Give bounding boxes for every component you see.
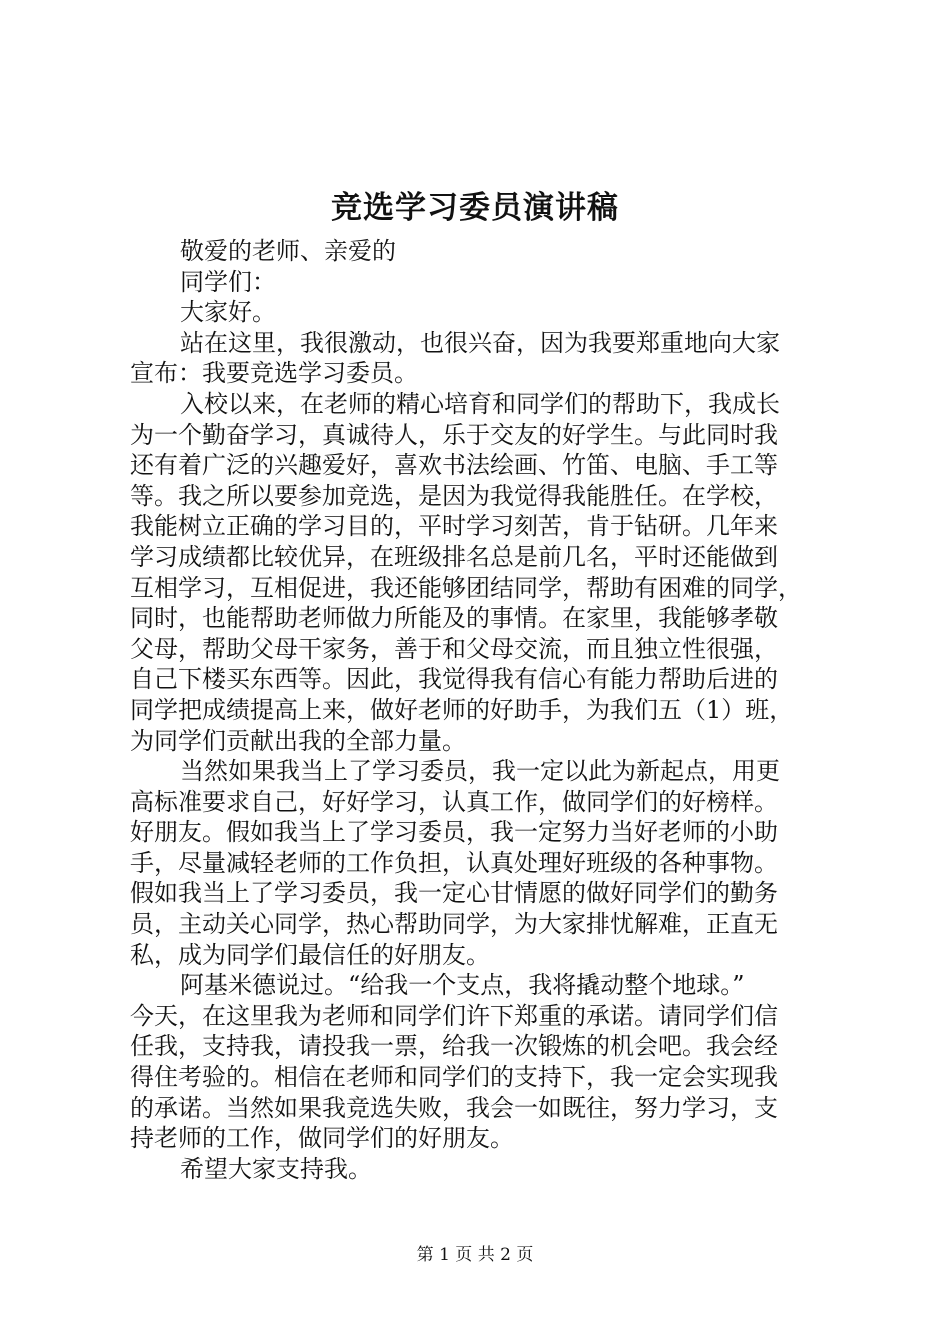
- text-line: 持老师的工作，做同学们的好朋友。: [130, 1124, 514, 1153]
- page-footer: 第 1 页 共 2 页: [416, 1245, 534, 1265]
- text-line: 的承诺。当然如果我竞选失败，我会一如既往，努力学习，支: [130, 1093, 778, 1122]
- text-line: 敬爱的老师、亲爱的: [180, 237, 396, 265]
- text-line: 当然如果我当上了学习委员，我一定以此为新起点，用更: [180, 757, 780, 786]
- text-line: 自己下楼买东西等。因此，我觉得我有信心有能力帮助后进的: [130, 665, 778, 694]
- text-line: 还有着广泛的兴趣爱好，喜欢书法绘画、竹笛、电脑、手工等: [130, 451, 778, 480]
- text-line: 站在这里，我很激动，也很兴奋，因为我要郑重地向大家: [180, 328, 780, 357]
- text-line: 同学把成绩提高上来，做好老师的好助手，为我们五（1）班，: [130, 695, 794, 724]
- text-line: 为一个勤奋学习，真诚待人，乐于交友的好学生。与此同时我: [130, 420, 778, 449]
- text-line: 学习成绩都比较优异，在班级排名总是前几名，平时还能做到: [130, 542, 778, 571]
- text-line: 希望大家支持我。: [180, 1154, 372, 1183]
- text-line: 为同学们贡献出我的全部力量。: [130, 726, 466, 755]
- text-line: 任我，支持我，请投我一票，给我一次锻炼的机会吧。我会经: [130, 1032, 778, 1061]
- text-line: 高标准要求自己，好好学习，认真工作，做同学们的好榜样。: [130, 787, 778, 816]
- text-line: 假如我当上了学习委员，我一定心甘情愿的做好同学们的勤务: [130, 879, 778, 908]
- document-title: 竞选学习委员演讲稿: [331, 190, 619, 226]
- text-line: 同时，也能帮助老师做力所能及的事情。在家里，我能够孝敬: [130, 604, 778, 633]
- document-body: [130, 236, 830, 1184]
- text-line: 私，成为同学们最信任的好朋友。: [130, 940, 490, 969]
- text-line: 等。我之所以要参加竞选，是因为我觉得我能胜任。在学校，: [130, 481, 778, 510]
- text-line: 好朋友。假如我当上了学习委员，我一定努力当好老师的小助: [130, 818, 778, 847]
- text-line: 得住考验的。相信在老师和同学们的支持下，我一定会实现我: [130, 1063, 778, 1092]
- text-line: 入校以来，在老师的精心培育和同学们的帮助下，我成长: [180, 389, 780, 418]
- text-line: 今天，在这里我为老师和同学们许下郑重的承诺。请同学们信: [130, 1001, 778, 1030]
- text-line: 手，尽量减轻老师的工作负担，认真处理好班级的各种事物。: [130, 848, 778, 877]
- text-line: 互相学习，互相促进，我还能够团结同学，帮助有困难的同学，: [130, 573, 802, 602]
- text-line: 父母，帮助父母干家务，善于和父母交流，而且独立性很强，: [130, 634, 778, 663]
- text-line: 员，主动关心同学，热心帮助同学，为大家排忧解难，正直无: [130, 910, 778, 939]
- text-line: 宣布：我要竞选学习委员。: [130, 359, 418, 388]
- text-line: 我能树立正确的学习目的，平时学习刻苦，肯于钻研。几年来: [130, 512, 778, 541]
- text-line: 大家好。: [180, 298, 276, 327]
- text-line: 同学们：: [180, 267, 276, 296]
- text-line: 阿基米德说过。“给我一个支点，我将撬动整个地球。”: [180, 971, 745, 1000]
